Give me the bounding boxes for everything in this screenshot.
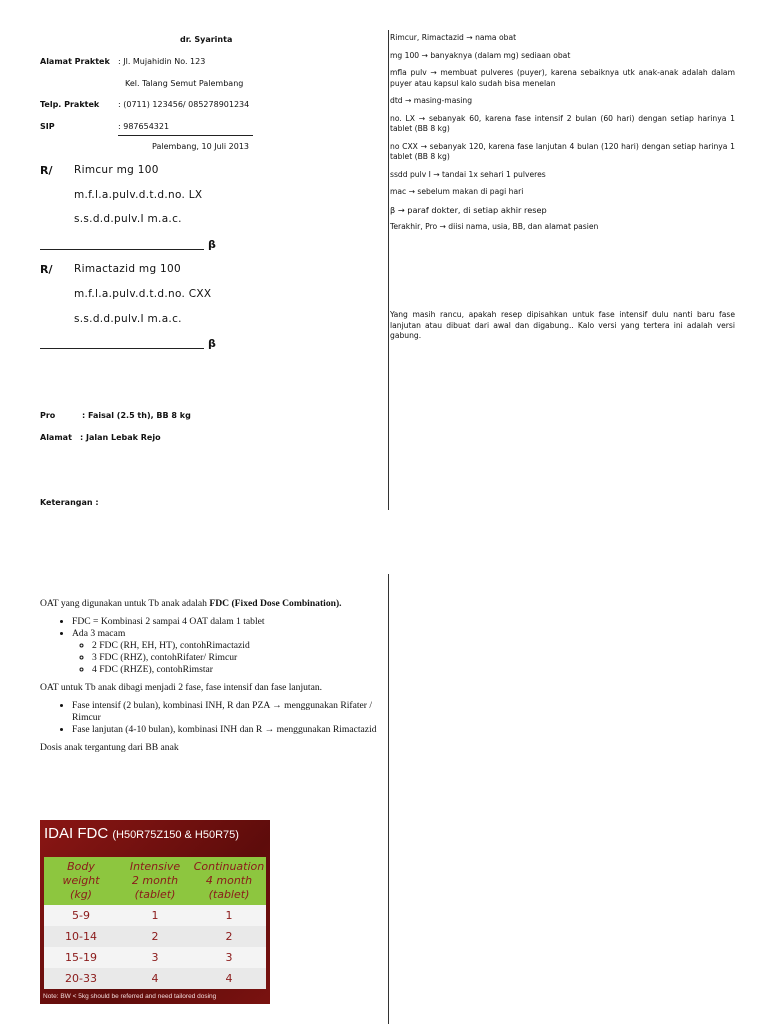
- list-item: • FDC = Kombinasi 2 sampai 4 OAT dalam 1 tablet: [72, 616, 380, 628]
- phase-list: [40, 700, 380, 736]
- phase-text: OAT untuk Tb anak dibagi menjadi 2 fase, fase intensif dan fase lanjutan.: [40, 682, 323, 693]
- page-divider-top: [388, 30, 389, 510]
- phone-label: Telp. Praktek: [40, 100, 100, 109]
- oat-intro: [40, 598, 380, 610]
- rx2-divider: [40, 348, 204, 349]
- address-line2: Kel. Talang Semut Palembang: [125, 79, 244, 88]
- idai-title-main: IDAI FDC: [44, 825, 109, 842]
- rx1-divider: [40, 249, 204, 250]
- list-item: • Fase lanjutan (4-10 bulan), kombinasi INH dan R → menggunakan Rimactazid: [72, 724, 380, 736]
- note-item: β → paraf dokter, di setiap akhir resep: [390, 204, 547, 215]
- note-item: ssdd pulv I → tandai 1x sehari 1 pulveres: [390, 169, 546, 179]
- list-item: [72, 628, 380, 676]
- note-item: dtd → masing-masing: [390, 96, 473, 105]
- note-item: no. LX → sebanyak 60, karena fase intensif 2 bulan (60 hari) dengan setiap harinya 1 tablet (BB 8 kg): [390, 113, 735, 133]
- idai-header-row: [44, 857, 266, 905]
- note-extra-block: [390, 310, 735, 349]
- fdc-sublist: [72, 640, 380, 676]
- rx2-instruction: m.f.l.a.pulv.d.t.d.no. CXX: [74, 288, 212, 300]
- rx-symbol: R/: [40, 263, 53, 276]
- keterangan-label: Keterangan :: [40, 498, 99, 507]
- idai-grid: [44, 857, 266, 989]
- oat-intro-bold: FDC (Fixed Dose Combination).: [209, 598, 342, 609]
- note-item: no CXX → sebanyak 120, karena fase lanjutan 4 bulan (120 hari) dengan setiap harinya 1 tablet (BB 8 kg): [390, 141, 735, 161]
- rx2-drug: Rimactazid mg 100: [74, 263, 182, 275]
- notes-panel: [390, 33, 735, 240]
- note-item: Rimcur, Rimactazid → nama obat: [390, 33, 517, 42]
- prescription-date: Palembang, 10 Juli 2013: [152, 142, 250, 151]
- page-divider-bottom: [388, 574, 389, 1024]
- rx1-drug: Rimcur mg 100: [74, 164, 159, 176]
- patient-address-value: : Jalan Lebak Rejo: [80, 433, 161, 442]
- dose-text: Dosis anak tergantung dari BB anak: [40, 742, 179, 753]
- note-item: mac → sebelum makan di pagi hari: [390, 187, 524, 196]
- rx-symbol: R/: [40, 164, 53, 177]
- sip-label: SIP: [40, 122, 55, 131]
- pro-value: : Faisal (2.5 th), BB 8 kg: [82, 411, 191, 420]
- table-row: [44, 968, 266, 989]
- idai-title: [44, 825, 239, 842]
- paraf-symbol: β: [208, 337, 216, 350]
- table-cell: 2: [192, 926, 266, 947]
- note-item: mg 100 → banyaknya (dalam mg) sediaan obat: [390, 50, 571, 60]
- header-divider: [118, 135, 253, 136]
- idai-note: Note: BW < 5kg should be referred and need tailored dosing: [43, 993, 217, 1000]
- pro-label: Pro: [40, 411, 56, 420]
- list-item: ◦ 4 FDC (RHZE), contohRimstar: [92, 664, 380, 676]
- rx2-signa: s.s.d.d.pulv.I m.a.c.: [74, 313, 182, 325]
- table-cell: 1: [118, 905, 192, 926]
- idai-header-cell: Body weight (kg): [44, 857, 118, 905]
- table-cell: 4: [192, 968, 266, 989]
- list-item: ◦ 2 FDC (RH, EH, HT), contohRimactazid: [92, 640, 380, 652]
- table-cell: 20-33: [44, 968, 118, 989]
- table-row: [44, 905, 266, 926]
- note-item: Terakhir, Pro → diisi nama, usia, BB, dan alamat pasien: [390, 222, 599, 231]
- table-row: [44, 947, 266, 968]
- idai-title-sub: (H50R75Z150 & H50R75): [112, 829, 239, 841]
- idai-header-cell: Continuation 4 month (tablet): [192, 857, 266, 905]
- address-label: Alamat Praktek: [40, 57, 110, 66]
- sip-value: : 987654321: [118, 122, 170, 131]
- table-row: [44, 926, 266, 947]
- note-item: mfla pulv → membuat pulveres (puyer), karena sebaiknya utk anak-anak adalah dalam puyer atau kapsul kalo sudah bisa menelan: [390, 68, 735, 88]
- table-cell: 1: [192, 905, 266, 926]
- table-cell: 2: [118, 926, 192, 947]
- table-cell: 5-9: [44, 905, 118, 926]
- doctor-name: dr. Syarinta: [180, 35, 233, 44]
- fdc-list: [40, 616, 380, 676]
- note-extra: Yang masih rancu, apakah resep dipisahkan untuk fase intensif dulu nanti baru fase lanjutan atau dibuat dari awal dan digabung.. Kalo versi yang tertera ini adalah versi gabung.: [390, 310, 735, 340]
- phone-value: : (0711) 123456/ 085278901234: [118, 100, 250, 109]
- rx1-signa: s.s.d.d.pulv.I m.a.c.: [74, 213, 182, 225]
- table-cell: 3: [192, 947, 266, 968]
- oat-intro-text: OAT yang digunakan untuk Tb anak adalah: [40, 598, 210, 609]
- oat-section: [40, 598, 380, 760]
- table-cell: 15-19: [44, 947, 118, 968]
- address-line1: : Jl. Mujahidin No. 123: [118, 57, 206, 66]
- table-cell: 10-14: [44, 926, 118, 947]
- idai-fdc-table: [40, 820, 270, 1004]
- list-item: ◦ 3 FDC (RHZ), contohRifater/ Rimcur: [92, 652, 380, 664]
- table-cell: 3: [118, 947, 192, 968]
- table-cell: 4: [118, 968, 192, 989]
- paraf-symbol: β: [208, 238, 216, 251]
- rx1-instruction: m.f.l.a.pulv.d.t.d.no. LX: [74, 189, 203, 201]
- patient-address-label: Alamat: [40, 433, 72, 442]
- list-item: • Fase intensif (2 bulan), kombinasi INH, R dan PZA → menggunakan Rifater / Rimcur: [72, 700, 380, 724]
- list-item-label: Ada 3 macam: [72, 628, 126, 639]
- idai-header-cell: Intensive 2 month (tablet): [118, 857, 192, 905]
